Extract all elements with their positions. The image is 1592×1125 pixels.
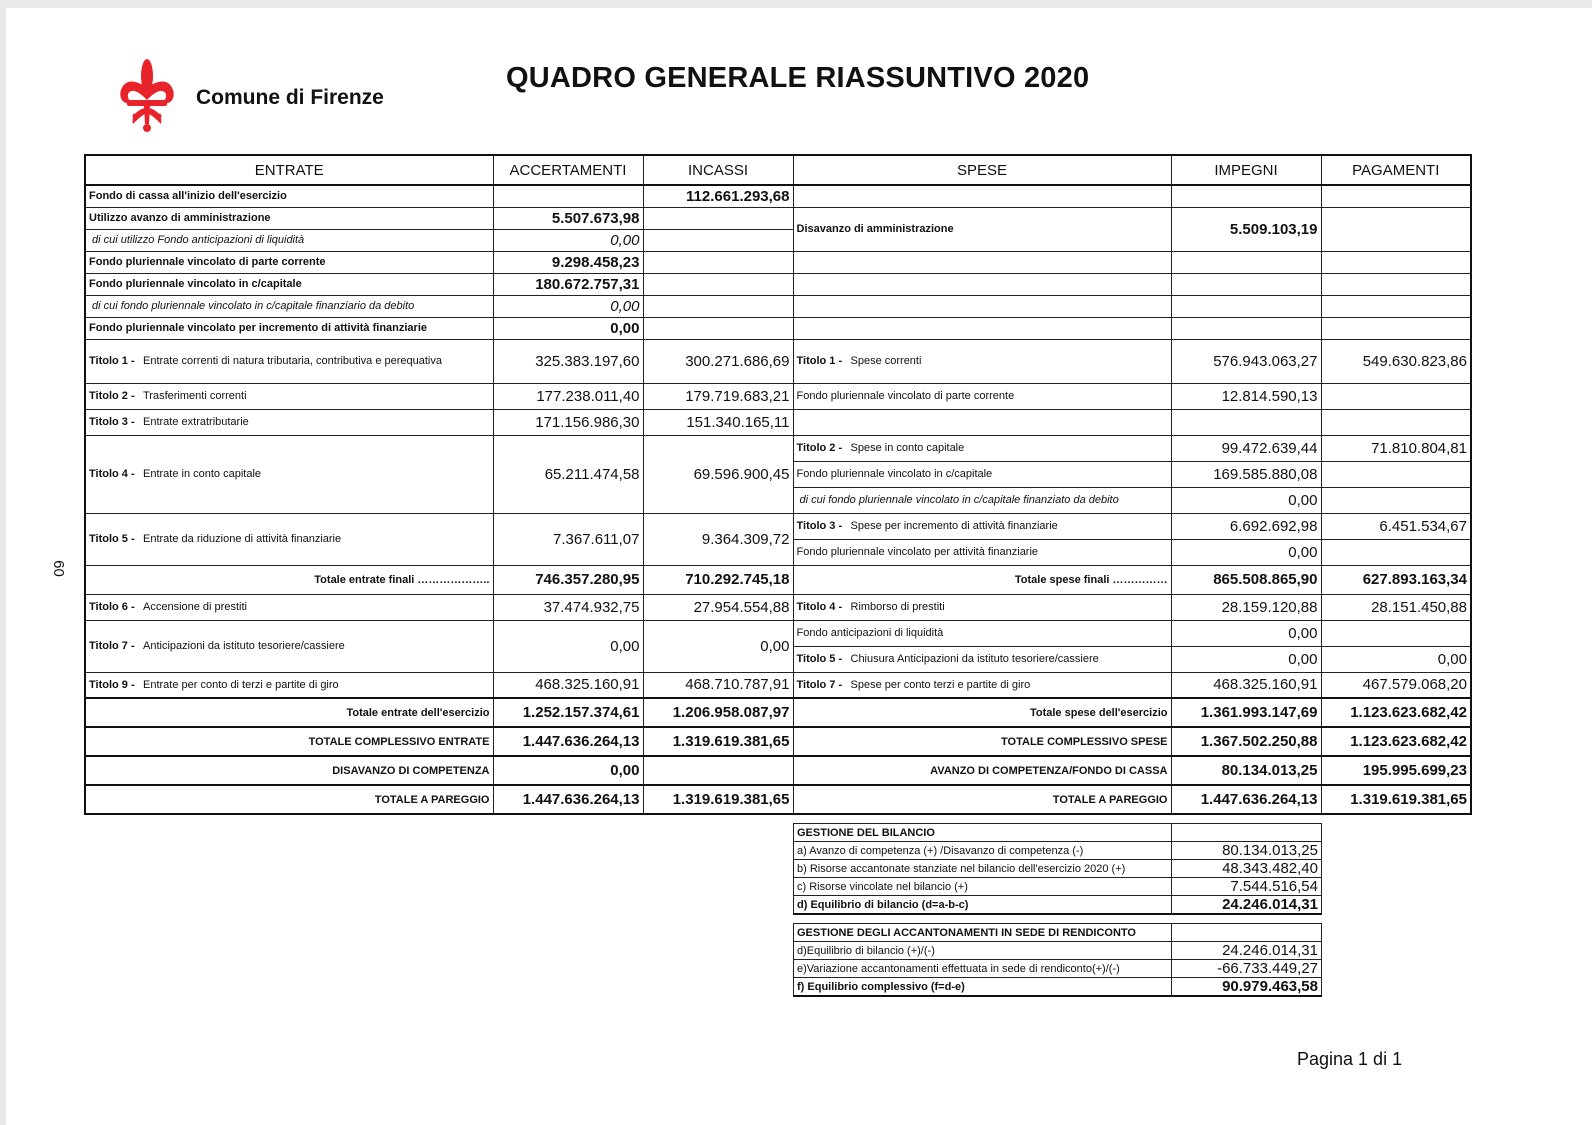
cell-value: 865.508.865,90 [1171, 565, 1321, 594]
table-row [85, 295, 1471, 317]
titolo-desc: Spese correnti [850, 355, 922, 367]
row-label: Totale entrate finali ……………….. [85, 565, 493, 594]
table-row [85, 756, 1471, 785]
titolo-desc: Entrate extratributarie [143, 416, 249, 428]
titolo-label: Titolo 9 - [89, 678, 135, 691]
table-row [85, 317, 1471, 339]
cell-value: 180.672.757,31 [493, 273, 643, 295]
row-label [793, 646, 1171, 672]
cell-value: 0,00 [1171, 487, 1321, 513]
cell-value: 7.544.516,54 [1172, 878, 1322, 896]
table-row [85, 251, 1471, 273]
row-label [85, 672, 493, 698]
cell-value: 5.509.103,19 [1171, 207, 1321, 251]
row-label [793, 339, 1171, 383]
cell-value: 710.292.745,18 [643, 565, 793, 594]
gestione-accantonamenti-table [793, 923, 1322, 997]
row-label [793, 594, 1171, 620]
cell-value: 69.596.900,45 [643, 435, 793, 513]
cell-value: 468.710.787,91 [643, 672, 793, 698]
table-row [85, 383, 1471, 409]
row-label: Totale entrate dell'esercizio [85, 698, 493, 727]
table-row [794, 824, 1322, 842]
table-row [794, 896, 1322, 915]
cell-value: 1.361.993.147,69 [1171, 698, 1321, 727]
cell-value: 0,00 [493, 620, 643, 672]
table-row [794, 924, 1322, 942]
col-impegni: IMPEGNI [1171, 155, 1321, 185]
cell-value: 0,00 [493, 756, 643, 785]
row-label: a) Avanzo di competenza (+) /Disavanzo di competenza (-) [794, 842, 1172, 860]
table-row [85, 785, 1471, 814]
cell-value: 12.814.590,13 [1171, 383, 1321, 409]
cell-value: 300.271.686,69 [643, 339, 793, 383]
cell-value: 9.364.309,72 [643, 513, 793, 565]
row-label: di cui fondo pluriennale vincolato in c/capitale finanziario da debito [85, 295, 493, 317]
titolo-desc: Chiusura Anticipazioni da istituto tesoriere/cassiere [850, 653, 1099, 665]
cell-value: 71.810.804,81 [1321, 435, 1471, 461]
cell-value: 151.340.165,11 [643, 409, 793, 435]
table-row [794, 878, 1322, 896]
cell-value: 7.367.611,07 [493, 513, 643, 565]
cell-value: 468.325.160,91 [493, 672, 643, 698]
cell-value: 1.206.958.087,97 [643, 698, 793, 727]
cell-value: 24.246.014,31 [1172, 942, 1322, 960]
table-row [794, 942, 1322, 960]
cell-value: 24.246.014,31 [1172, 896, 1322, 915]
page-title: QUADRO GENERALE RIASSUNTIVO 2020 [506, 62, 1090, 94]
cell-value: 6.692.692,98 [1171, 513, 1321, 539]
table-row [794, 978, 1322, 997]
cell-value: 0,00 [1171, 620, 1321, 646]
cell-value: 9.298.458,23 [493, 251, 643, 273]
row-label: Totale spese dell'esercizio [793, 698, 1171, 727]
table-row [85, 339, 1471, 383]
titolo-label: Titolo 4 - [89, 468, 135, 480]
titolo-label: Titolo 5 - [796, 653, 843, 665]
col-pagamenti: PAGAMENTI [1321, 155, 1471, 185]
row-label [85, 594, 493, 620]
cell-value: 549.630.823,86 [1321, 339, 1471, 383]
cell-value: 325.383.197,60 [493, 339, 643, 383]
col-entrate: ENTRATE [85, 155, 493, 185]
titolo-label: Titolo 4 - [796, 601, 843, 613]
cell-value: 1.447.636.264,13 [493, 727, 643, 756]
cell-value: 0,00 [1171, 646, 1321, 672]
row-label: Utilizzo avanzo di amministrazione [85, 207, 493, 229]
cell-value: 6.451.534,67 [1321, 513, 1471, 539]
titolo-label: Titolo 3 - [89, 416, 135, 428]
table-row [85, 727, 1471, 756]
row-label [85, 409, 493, 435]
titolo-desc: Rimborso di prestiti [850, 601, 945, 613]
cell-value: 80.134.013,25 [1171, 756, 1321, 785]
cell-value: 48.343.482,40 [1172, 860, 1322, 878]
cell-value: -66.733.449,27 [1172, 960, 1322, 978]
table-row [85, 185, 1471, 207]
table-row [794, 860, 1322, 878]
cell-value: 627.893.163,34 [1321, 565, 1471, 594]
cell-value: 1.367.502.250,88 [1171, 727, 1321, 756]
table-row [85, 698, 1471, 727]
titolo-label: Titolo 2 - [796, 442, 843, 454]
cell-value: 0,00 [1171, 539, 1321, 565]
cell-value: 467.579.068,20 [1321, 672, 1471, 698]
titolo-label: Titolo 7 - [796, 678, 843, 691]
row-label: di cui fondo pluriennale vincolato in c/capitale finanziato da debito [793, 487, 1171, 513]
titolo-label: Titolo 1 - [89, 355, 135, 367]
row-label: Fondo pluriennale vincolato in c/capitale [793, 461, 1171, 487]
row-label: e)Variazione accantonamenti effettuata in sede di rendiconto(+)/(-) [794, 960, 1172, 978]
row-label [85, 383, 493, 409]
cell-value: 0,00 [493, 229, 643, 251]
row-label: TOTALE A PAREGGIO [793, 785, 1171, 814]
cell-value: 0,00 [493, 295, 643, 317]
cell-value: 171.156.986,30 [493, 409, 643, 435]
titolo-label: Titolo 3 - [796, 520, 843, 532]
cell-value: 112.661.293,68 [643, 185, 793, 207]
row-label: Disavanzo di amministrazione [793, 207, 1171, 251]
titolo-desc: Entrate da riduzione di attività finanziarie [143, 533, 342, 545]
row-label: Fondo pluriennale vincolato in c/capitale [85, 273, 493, 295]
table-row [85, 435, 1471, 461]
cell-value: 90.979.463,58 [1172, 978, 1322, 997]
row-label: DISAVANZO DI COMPETENZA [85, 756, 493, 785]
cell-value: 80.134.013,25 [1172, 842, 1322, 860]
cell-value: 27.954.554,88 [643, 594, 793, 620]
titolo-desc: Spese per conto terzi e partite di giro [850, 678, 1031, 691]
section-title: GESTIONE DEGLI ACCANTONAMENTI IN SEDE DI RENDICONTO [794, 924, 1172, 942]
row-label [85, 435, 493, 513]
cell-value: 1.447.636.264,13 [1171, 785, 1321, 814]
cell-value: 5.507.673,98 [493, 207, 643, 229]
row-label: d)Equilibrio di bilancio (+)/(-) [794, 942, 1172, 960]
cell-value: 1.319.619.381,65 [643, 785, 793, 814]
cell-value: 37.474.932,75 [493, 594, 643, 620]
row-label: f) Equilibrio complessivo (f=d-e) [794, 978, 1172, 997]
cell-value: 1.123.623.682,42 [1321, 727, 1471, 756]
table-row [85, 620, 1471, 646]
cell-value: 1.319.619.381,65 [1321, 785, 1471, 814]
table-row [85, 273, 1471, 295]
titolo-label: Titolo 1 - [796, 355, 843, 367]
row-label: di cui utilizzo Fondo anticipazioni di liquidità [85, 229, 493, 251]
cell-value: 0,00 [493, 317, 643, 339]
table-header-row [85, 155, 1471, 185]
table-row [85, 207, 1471, 229]
col-accertamenti: ACCERTAMENTI [493, 155, 643, 185]
row-label: Fondo pluriennale vincolato di parte corrente [85, 251, 493, 273]
cell-value: 28.159.120,88 [1171, 594, 1321, 620]
titolo-desc: Trasferimenti correnti [143, 390, 247, 402]
table-row [794, 960, 1322, 978]
titolo-desc: Accensione di prestiti [143, 601, 247, 613]
row-label: b) Risorse accantonate stanziate nel bilancio dell'esercizio 2020 (+) [794, 860, 1172, 878]
cell-value: 179.719.683,21 [643, 383, 793, 409]
row-label: d) Equilibrio di bilancio (d=a-b-c) [794, 896, 1172, 915]
cell-value: 746.357.280,95 [493, 565, 643, 594]
cell-value: 169.585.880,08 [1171, 461, 1321, 487]
table-row [85, 594, 1471, 620]
row-label: Fondo anticipazioni di liquidità [793, 620, 1171, 646]
table-row [794, 842, 1322, 860]
row-label: TOTALE COMPLESSIVO SPESE [793, 727, 1171, 756]
titolo-desc: Entrate correnti di natura tributaria, contributiva e perequativa [143, 355, 442, 367]
titolo-label: Titolo 6 - [89, 601, 135, 613]
table-row [85, 565, 1471, 594]
cell-value: 177.238.011,40 [493, 383, 643, 409]
row-label: TOTALE COMPLESSIVO ENTRATE [85, 727, 493, 756]
cell-value: 99.472.639,44 [1171, 435, 1321, 461]
titolo-desc: Spese per incremento di attività finanziarie [850, 520, 1058, 532]
cell-value: 468.325.160,91 [1171, 672, 1321, 698]
table-row [85, 672, 1471, 698]
titolo-label: Titolo 5 - [89, 533, 135, 545]
giglio-logo-icon [117, 58, 177, 136]
cell-value: 1.447.636.264,13 [493, 785, 643, 814]
titolo-label: Titolo 2 - [89, 390, 135, 402]
row-label: Fondo pluriennale vincolato per attività finanziarie [793, 539, 1171, 565]
section-title: GESTIONE DEL BILANCIO [794, 824, 1172, 842]
cell-value: 1.123.623.682,42 [1321, 698, 1471, 727]
cell-value: 576.943.063,27 [1171, 339, 1321, 383]
row-label: Totale spese finali …………… [793, 565, 1171, 594]
margin-number: 60 [49, 560, 67, 577]
table-row [85, 513, 1471, 539]
cell-value: 195.995.699,23 [1321, 756, 1471, 785]
gestione-bilancio-table [793, 823, 1322, 915]
cell-value: 28.151.450,88 [1321, 594, 1471, 620]
cell-value: 1.319.619.381,65 [643, 727, 793, 756]
cell-value: 0,00 [1321, 646, 1471, 672]
col-spese: SPESE [793, 155, 1171, 185]
page-footer: Pagina 1 di 1 [1297, 1049, 1403, 1069]
titolo-desc: Entrate per conto di terzi e partite di giro [143, 678, 339, 691]
row-label [793, 513, 1171, 539]
row-label: Fondo pluriennale vincolato per incremento di attività finanziarie [85, 317, 493, 339]
row-label: c) Risorse vincolate nel bilancio (+) [794, 878, 1172, 896]
row-label: Fondo di cassa all'inizio dell'esercizio [85, 185, 493, 207]
table-row [85, 409, 1471, 435]
row-label: TOTALE A PAREGGIO [85, 785, 493, 814]
summary-table [84, 154, 1472, 815]
titolo-label: Titolo 7 - [89, 640, 135, 652]
row-label: AVANZO DI COMPETENZA/FONDO DI CASSA [793, 756, 1171, 785]
col-incassi: INCASSI [643, 155, 793, 185]
titolo-desc: Spese in conto capitale [850, 442, 965, 454]
titolo-desc: Anticipazioni da istituto tesoriere/cassiere [143, 640, 345, 652]
row-label: Fondo pluriennale vincolato di parte corrente [793, 383, 1171, 409]
cell-value: 1.252.157.374,61 [493, 698, 643, 727]
row-label [793, 435, 1171, 461]
row-label [793, 672, 1171, 698]
cell-value: 65.211.474,58 [493, 435, 643, 513]
row-label [85, 339, 493, 383]
org-name: Comune di Firenze [196, 86, 384, 109]
titolo-desc: Entrate in conto capitale [143, 468, 262, 480]
row-label [85, 620, 493, 672]
cell-value: 0,00 [643, 620, 793, 672]
row-label [85, 513, 493, 565]
